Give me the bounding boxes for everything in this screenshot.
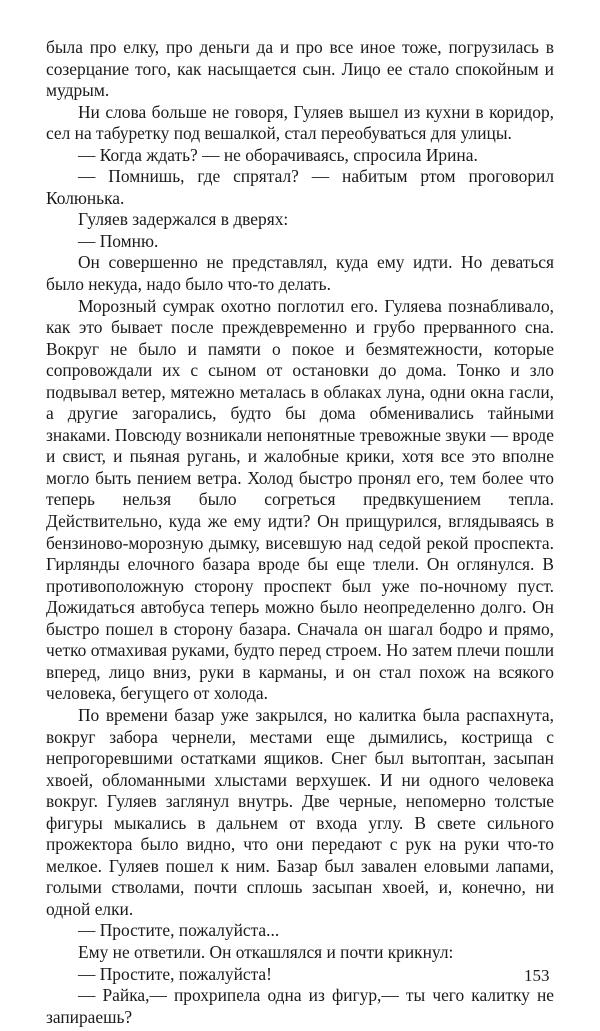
paragraph: По времени базар уже закрылся, но калитка была распахнута, вокруг забора чернели, местами еще дымились, кострища с непрогоревшими остатками ящиков. Снег был вытоптан, засыпан хвоей, обломанными хлыстами верхушек. И ни одного человека вокруг. Гуляев заглянул внутрь. Две черные, непомерно толстые фигуры мыкались в дальнем от входа углу. В свете сильного прожектора было видно, что они передают с рук на руки что-то мелкое. Гуляев пошел к ним. Базар был завален еловыми лапами, голыми стволами, почти сплошь засыпан хвоей, и, конечно, ни одной елки.	[46, 704, 554, 919]
dialogue-line: — Помню.	[78, 230, 159, 251]
paragraph: была про елку, про деньги да и про все иное тоже, погрузилась в созерцание того, как насыщается сын. Лицо ее стало спокойным и мудрым.	[46, 37, 554, 101]
body-text	[46, 37, 554, 1028]
paragraph: Ему не ответили. Он откашлялся и почти крикнул:	[78, 941, 454, 962]
dialogue-line: — Когда ждать? — не оборачиваясь, спросила Ирина.	[78, 144, 478, 165]
paragraph: Гуляев задержался в дверях:	[78, 209, 289, 230]
page-number: 153	[524, 966, 550, 985]
dialogue-line: — Простите, пожалуйста!	[78, 963, 272, 984]
dialogue-line: — Простите, пожалуйста...	[78, 920, 280, 941]
paragraph: Он совершенно не представлял, куда ему идти. Но деваться было некуда, надо было что-то делать.	[46, 252, 554, 295]
paragraph: Ни слова больше не говоря, Гуляев вышел из кухни в коридор, сел на табуретку под вешалкой, стал переобуваться для улицы.	[46, 101, 554, 144]
dialogue-line: — Помнишь, где спрятал? — набитым ртом проговорил Колюнька.	[46, 166, 554, 208]
dialogue-line: — Райка,— прохрипела одна из фигур,— ты чего калитку не запираешь?	[46, 985, 554, 1027]
paragraph: Морозный сумрак охотно поглотил его. Гуляева познабливало, как это бывает после преждевременно и грубо прерванного сна. Вокруг не было и памяти о покое и безмятежности, которые сопровождали их с сыном от остановки до дома. Тонко и зло подвывал ветер, мятежно металась в облаках луна, одни окна гасли, а другие загорались, будто бы дома обменивались тайными знаками. Повсюду возникали непонятные тревожные звуки — вроде и свист, и пьяная ругань, и жалобные крики, хотя все это вполне могло быть пением ветра. Холод быстро пронял его, тем более что теперь нельзя было согреться предвкушением тепла. Действительно, куда же ему идти? Он прищурился, вглядываясь в бензиново-морозную дымку, висевшую над седой рекой проспекта. Гирлянды елочного базара вроде бы еще тлели. Он оглянулся. В противоположную сторону проспект был уже по-ночному пуст. Дожидаться автобуса теперь можно было неопределенно долго. Он быстро пошел в сторону базара. Сначала он шагал бодро и прямо, четко отмахивая руками, будто перед строем. Но затем плечи пошли вперед, лицо вниз, руки в карманы, и он стал похож на всякого человека, бегущего от холода.	[46, 295, 554, 704]
